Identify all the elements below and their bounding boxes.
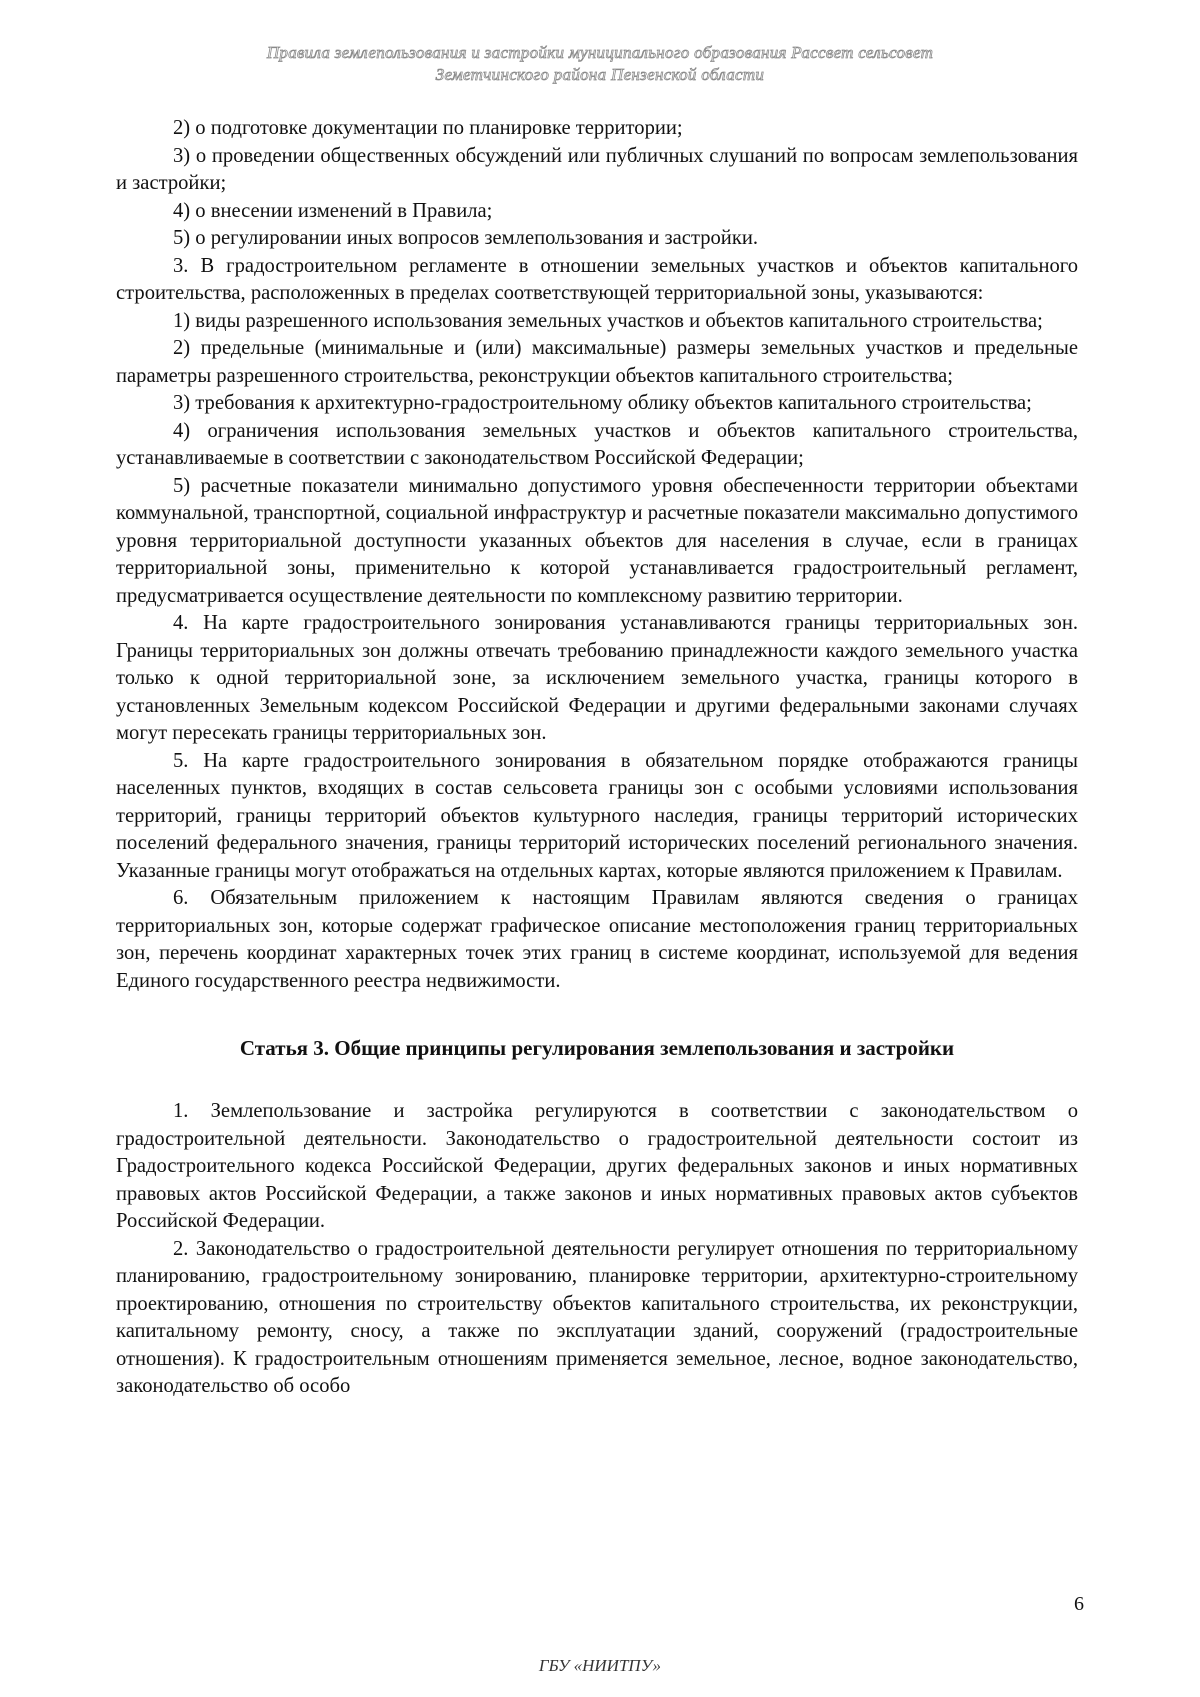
article-heading: Статья 3. Общие принципы регулирования землепользования и застройки <box>239 1036 955 1060</box>
running-header-line-1: Правила землепользования и застройки муниципального образования Рассвет сельсовет <box>266 43 934 62</box>
paragraph: 1) виды разрешенного использования земельных участков и объектов капитального строительства; <box>173 309 1043 332</box>
paragraph: 4. На карте градостроительного зонирования устанавливаются границы территориальных зон. Границы территориальных зон должны отвечать требованию принадлежности каждого земельного участка только к одной территориальной зоне, за исключением земельного участка, границы которого в установленных Земельным кодексом Российской Федерации и другими федеральными законами случаях могут пересекать границы территориальных зон. <box>116 612 1078 744</box>
page-number: 6 <box>1074 1593 1084 1615</box>
paragraph: 4) о внесении изменений в Правила; <box>173 199 493 222</box>
paragraph: 2. Законодательство о градостроительной деятельности регулирует отношения по территориальному планированию, градостроительному зонированию, планировке территории, архитектурно-строительному проектированию, отношения по строительству объектов капитального строительства, их реконструкции, капитальному ремонту, сносу, а также по эксплуатации зданий, сооружений (градостроительные отношения). К градостроительным отношениям применяется земельное, лесное, водное законодательство, законодательство об особо <box>116 1237 1078 1397</box>
paragraph: 5) расчетные показатели минимально допустимого уровня обеспеченности территории объектами коммунальной, транспортной, социальной инфраструктур и расчетные показатели максимально допустимого уровня территориальной доступности указанных объектов для населения в случае, если в границах территориальной зоны, применительно к которой устанавливается градостроительный регламент, предусматривается осуществление деятельности по комплексному развитию территории. <box>116 474 1078 607</box>
paragraph: 6. Обязательным приложением к настоящим Правилам являются сведения о границах территориальных зон, которые содержат графическое описание местоположения границ территориальных зон, перечень координат характерных точек этих границ в системе координат, используемой для ведения Единого государственного реестра недвижимости. <box>116 887 1078 992</box>
paragraph: 2) предельные (минимальные и (или) максимальные) размеры земельных участков и предельные параметры разрешенного строительства, реконструкции объектов капитального строительства; <box>116 337 1078 387</box>
running-header <box>0 42 1200 86</box>
document-body <box>116 115 1078 1401</box>
paragraph: 3) требования к архитектурно-градостроительному облику объектов капитального строительства; <box>173 392 1032 414</box>
paragraph: 4) ограничения использования земельных участков и объектов капитального строительства, устанавливаемые в соответствии с законодательством Российской Федерации; <box>116 419 1078 469</box>
paragraph: 1. Землепользование и застройка регулируются в соответствии с законодательством о градостроительной деятельности. Законодательство о градостроительной деятельности состоит из Градостроительного кодекса Российской Федерации, других федеральных законов и иных нормативных правовых актов Российской Федерации, а также законов и иных нормативных правовых актов субъектов Российской Федерации. <box>116 1100 1078 1232</box>
running-header-line-2: Земетчинского района Пензенской области <box>435 65 765 84</box>
footer-organization: ГБУ «НИИТПУ» <box>538 1656 662 1675</box>
paragraph: 2) о подготовке документации по планировке территории; <box>173 117 683 139</box>
paragraph: 5. На карте градостроительного зонирования в обязательном порядке отображаются границы населенных пунктов, входящих в состав сельсовета границы зон с особыми условиями использования территорий, границы территорий объектов культурного наследия, границы территорий исторических поселений федерального значения, границы территорий исторических поселений регионального значения. Указанные границы могут отображаться на отдельных картах, которые являются приложением к Правилам. <box>116 749 1078 882</box>
paragraph: 5) о регулировании иных вопросов землепользования и застройки. <box>173 227 758 249</box>
paragraph: 3. В градостроительном регламенте в отношении земельных участков и объектов капитального строительства, расположенных в пределах соответствующей территориальной зоны, указываются: <box>116 254 1078 304</box>
paragraph: 3) о проведении общественных обсуждений или публичных слушаний по вопросам землепользования и застройки; <box>116 144 1078 194</box>
